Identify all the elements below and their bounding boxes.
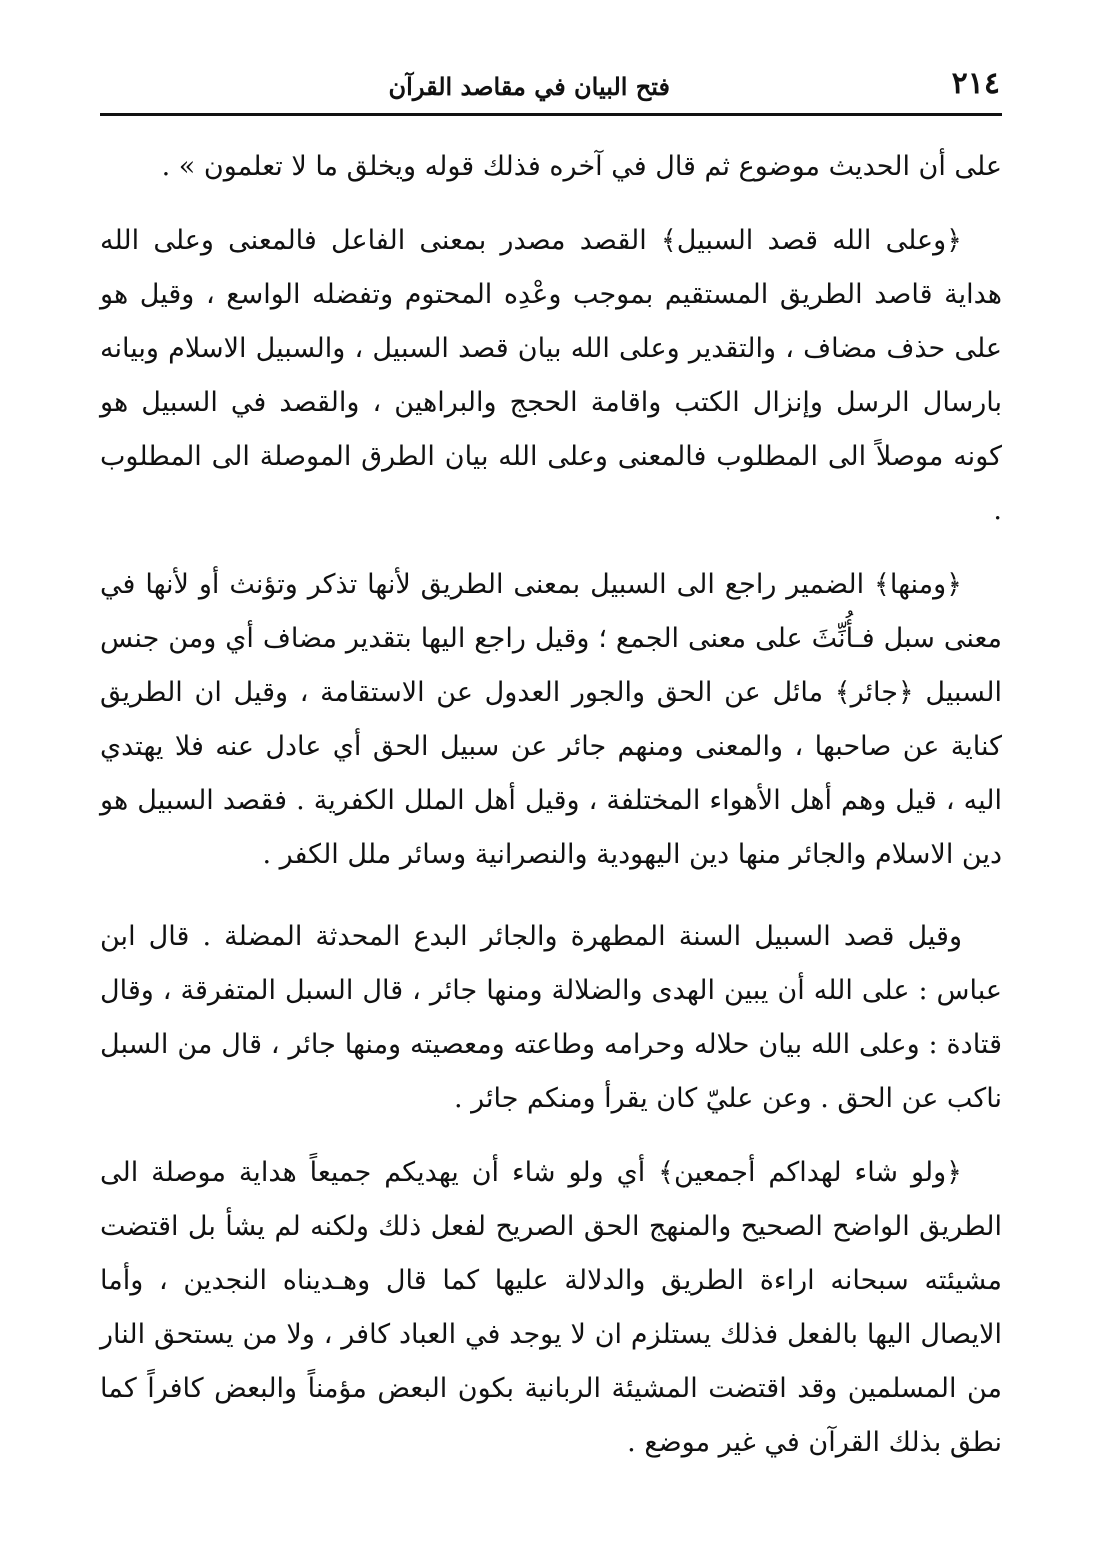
paragraph-5: ﴿ولو شاء لهداكم أجمعين﴾ أي ولو شاء أن يهديكم جميعاً هداية موصلة الى الطريق الواضح الصحيح والمنهج الحق الصريح لفعل ذلك ولكنه لم يشأ بل اقتضت مشيئته سبحانه اراءة الطريق والدلالة عليها كما قال وهـديناه النجدين ، وأما الايصال اليها بالفعل فذلك يستلزم ان لا يوجد في العباد كافر ، ولا من يستحق النار من المسلمين وقد اقتضت المشيئة الربانية بكون البعض مؤمناً والبعض كافراً كما نطق بذلك القرآن في غير موضع .: [100, 1157, 1002, 1458]
paragraph-1: على أن الحديث موضوع ثم قال في آخره فذلك قوله ويخلق ما لا تعلمون » .: [161, 151, 1002, 182]
header-rule: [100, 113, 1002, 116]
paragraph-3: ﴿ومنها﴾ الضمير راجع الى السبيل بمعنى الطريق لأنها تذكر وتؤنث أو لأنها في معنى سبل فـأُنِّثَ على معنى الجمع ؛ وقيل راجع اليها بتقدير مضاف أي ومن جنس السبيل ﴿جائر﴾ مائل عن الحق والجور العدول عن الاستقامة ، وقيل ان الطريق كناية عن صاحبها ، والمعنى ومنهم جائر عن سبيل الحق أي عادل عنه فلا يهتدي اليه ، قيل وهم أهل الأهواء المختلفة ، وقيل أهل الملل الكفرية . فقصد السبيل هو دين الاسلام والجائر منها دين اليهودية والنصرانية وسائر ملل الكفر .: [100, 569, 1002, 870]
page-header: [100, 62, 1000, 110]
page-body: [100, 140, 1002, 1490]
paragraph-4: وقيل قصد السبيل السنة المطهرة والجائر البدع المحدثة المضلة . قال ابن عباس : على الله أن يبين الهدى والضلالة ومنها جائر ، قال السبل المتفرقة ، وقال قتادة : وعلى الله بيان حلاله وحرامه وطاعته ومعصيته ومنها جائر ، قال من السبل ناكب عن الحق . وعن عليّ كان يقرأ ومنكم جائر .: [100, 921, 1002, 1114]
paragraph-2: ﴿وعلى الله قصد السبيل﴾ القصد مصدر بمعنى الفاعل فالمعنى وعلى الله هداية قاصد الطريق المستقيم بموجب وعْدِه المحتوم وتفضله الواسع ، وقيل هو على حذف مضاف ، والتقدير وعلى الله بيان قصد السبيل ، والسبيل الاسلام وبيانه بارسال الرسل وإنزال الكتب واقامة الحجج والبراهين ، والقصد في السبيل هو كونه موصلاً الى المطلوب فالمعنى وعلى الله بيان الطرق الموصلة الى المطلوب .: [100, 225, 1002, 526]
running-title: فتح البيان في مقاصد القرآن: [388, 72, 670, 101]
page-number: ٢١٤: [951, 66, 1000, 101]
